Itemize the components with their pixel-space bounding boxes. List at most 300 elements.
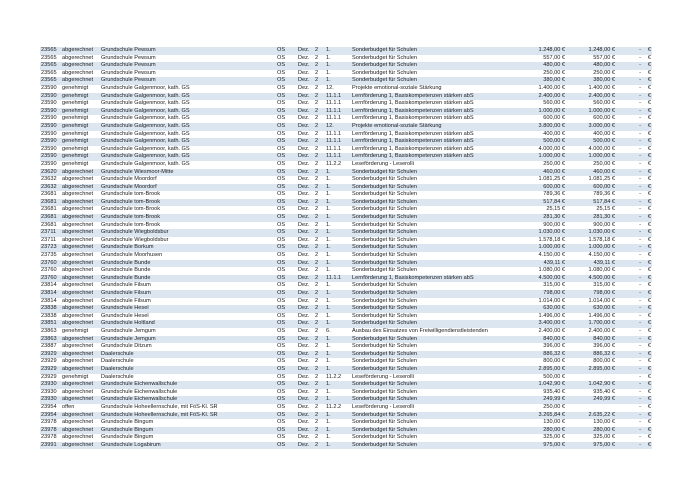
table-row (40, 351, 652, 359)
status-cell: abgerechnet (62, 236, 94, 243)
school-type-cell: OS (277, 365, 286, 372)
school-type-cell: OS (277, 343, 286, 350)
table-row (40, 70, 652, 78)
status-cell: abgerechnet (62, 206, 94, 213)
school-type-cell: OS (277, 92, 286, 99)
approved-amount-cell: 400,00 € (593, 130, 615, 137)
department-number-cell: 2 (315, 434, 319, 441)
school-type-cell: OS (277, 176, 286, 183)
currency-cell: € (647, 100, 651, 107)
department-number-cell: 2 (315, 259, 319, 266)
status-cell: abgerechnet (62, 365, 94, 372)
table-row (40, 123, 652, 131)
department-cell: Dez. (298, 77, 310, 84)
currency-cell: € (647, 107, 651, 114)
school-id-cell: 23929 (41, 350, 57, 357)
department-number-cell: 2 (315, 244, 319, 251)
department-number-cell: 2 (315, 267, 319, 274)
school-id-cell: 23723 (41, 244, 57, 251)
department-number-cell: 2 (315, 358, 319, 365)
school-id-cell: 23590 (41, 138, 57, 145)
program-name-cell: Sonderbudget für Schulen (352, 214, 417, 221)
school-type-cell: OS (277, 115, 286, 122)
department-number-cell: 2 (315, 107, 319, 114)
department-number-cell: 2 (315, 206, 319, 213)
program-code-cell: 1. (326, 77, 331, 84)
approved-amount-cell: 517,84 € (593, 198, 615, 205)
department-cell: Dez. (298, 138, 310, 145)
difference-cell: - (639, 373, 641, 380)
school-name-cell: Grundschule tom-Brook (101, 221, 161, 228)
department-cell: Dez. (298, 373, 310, 380)
program-code-cell: 1. (326, 183, 331, 190)
department-cell: Dez. (298, 214, 310, 221)
difference-cell: - (639, 381, 641, 388)
school-name-cell: Grundschule Bunde (101, 274, 151, 281)
status-cell: abgerechnet (62, 381, 94, 388)
approved-amount-cell: 1.400,00 € (588, 84, 615, 91)
school-id-cell: 23929 (41, 373, 57, 380)
school-name-cell: Grundschule tom-Brook (101, 191, 161, 198)
school-name-cell: Grundschule Pewsum (101, 62, 156, 69)
program-code-cell: 1. (326, 198, 331, 205)
school-id-cell: 23929 (41, 365, 57, 372)
difference-cell: - (639, 198, 641, 205)
requested-amount-cell: 315,00 € (543, 282, 565, 289)
school-id-cell: 23590 (41, 115, 57, 122)
table-row (40, 328, 652, 336)
table-row (40, 260, 652, 268)
school-name-cell: Grundschule Filsum (101, 282, 151, 289)
difference-cell: - (639, 267, 641, 274)
program-code-cell: 1. (326, 290, 331, 296)
school-id-cell: 23590 (41, 92, 57, 99)
difference-cell: - (639, 274, 641, 281)
program-name-cell: Sonderbudget für Schulen (352, 282, 417, 289)
program-name-cell: Lernförderung 1, Basiskompetenzen stärken abS (352, 153, 474, 160)
program-name-cell: Sonderbudget für Schulen (352, 396, 417, 403)
school-id-cell: 23954 (41, 403, 57, 410)
program-code-cell: 1. (326, 69, 331, 76)
table-row (40, 290, 652, 298)
requested-amount-cell: 560,00 € (543, 100, 565, 107)
approved-amount-cell: 900,00 € (593, 221, 615, 228)
table-row (40, 161, 652, 169)
program-name-cell: Sonderbudget für Schulen (352, 191, 417, 198)
requested-amount-cell: 600,00 € (543, 183, 565, 190)
department-cell: Dez. (298, 343, 310, 350)
program-name-cell: Ausbau des Einsatzes von Freiwilligendienstleistenden (352, 327, 488, 334)
department-cell: Dez. (298, 327, 310, 334)
program-name-cell: Sonderbudget für Schulen (352, 343, 417, 350)
school-name-cell: Daalerschule (101, 373, 134, 380)
school-type-cell: OS (277, 441, 286, 448)
department-number-cell: 2 (315, 198, 319, 205)
approved-amount-cell: 1.030,00 € (588, 229, 615, 236)
difference-cell: - (639, 176, 641, 183)
requested-amount-cell: 130,00 € (543, 419, 565, 426)
approved-amount-cell: 1.081,25 € (588, 176, 615, 183)
status-cell: abgerechnet (62, 198, 94, 205)
currency-cell: € (647, 297, 651, 304)
program-code-cell: 1. (326, 259, 331, 266)
school-id-cell: 23590 (41, 160, 57, 167)
school-type-cell: OS (277, 312, 286, 319)
program-name-cell: Projekte emotional-soziale Stärkung (352, 122, 442, 129)
approved-amount-cell: 886,32 € (593, 350, 615, 357)
program-name-cell: Sonderbudget für Schulen (352, 350, 417, 357)
requested-amount-cell: 4.500,00 € (538, 274, 565, 281)
program-code-cell: 1. (326, 229, 331, 236)
approved-amount-cell: 1.248,00 € (588, 47, 615, 53)
difference-cell: - (639, 130, 641, 137)
school-name-cell: Grundschule Galgenmoor, kath. GS (101, 100, 190, 107)
table-row (40, 138, 652, 146)
department-cell: Dez. (298, 176, 310, 183)
program-name-cell: Sonderbudget für Schulen (352, 381, 417, 388)
difference-cell: - (639, 388, 641, 395)
program-code-cell: 1. (326, 221, 331, 228)
difference-cell: - (639, 100, 641, 107)
school-name-cell: Grundschule Galgenmoor, kath. GS (101, 130, 190, 137)
status-cell: abgerechnet (62, 229, 94, 236)
school-id-cell: 23930 (41, 388, 57, 395)
department-number-cell: 2 (315, 138, 319, 145)
school-name-cell: Grundschule Borkum (101, 244, 154, 251)
department-number-cell: 2 (315, 312, 319, 319)
status-cell: genehmigt (62, 145, 89, 152)
currency-cell: € (647, 115, 651, 122)
program-code-cell: 12. (326, 84, 334, 91)
school-name-cell: Grundschule Galgenmoor, kath. GS (101, 153, 190, 160)
status-cell: abgerechnet (62, 221, 94, 228)
program-code-cell: 11.1.1 (326, 100, 342, 107)
department-cell: Dez. (298, 396, 310, 403)
difference-cell: - (639, 183, 641, 190)
approved-amount-cell: 1.578,18 € (588, 236, 615, 243)
difference-cell: - (639, 54, 641, 61)
school-type-cell: OS (277, 77, 286, 84)
currency-cell: € (647, 396, 651, 403)
program-code-cell: 1. (326, 343, 331, 350)
requested-amount-cell: 557,00 € (543, 54, 565, 61)
school-type-cell: OS (277, 100, 286, 107)
department-cell: Dez. (298, 419, 310, 426)
department-cell: Dez. (298, 69, 310, 76)
department-number-cell: 2 (315, 252, 319, 259)
currency-cell: € (647, 267, 651, 274)
requested-amount-cell: 280,00 € (543, 426, 565, 433)
program-name-cell: Sonderbudget für Schulen (352, 229, 417, 236)
program-code-cell: 11.1.1 (326, 138, 342, 145)
program-code-cell: 1. (326, 388, 331, 395)
requested-amount-cell: 1.578,18 € (538, 236, 565, 243)
requested-amount-cell: 1.000,00 € (538, 153, 565, 160)
difference-cell: - (639, 168, 641, 175)
program-name-cell: Sonderbudget für Schulen (352, 312, 417, 319)
approved-amount-cell: 325,00 € (593, 434, 615, 441)
requested-amount-cell: 630,00 € (543, 305, 565, 312)
table-row (40, 115, 652, 123)
program-name-cell: Leseförderung - Leserolli (352, 160, 414, 167)
difference-cell: - (639, 411, 641, 418)
school-id-cell: 23681 (41, 214, 57, 221)
currency-cell: € (647, 327, 651, 334)
requested-amount-cell: 2.400,00 € (538, 92, 565, 99)
department-number-cell: 2 (315, 92, 319, 99)
approved-amount-cell: 396,00 € (593, 343, 615, 350)
program-code-cell: 1. (326, 335, 331, 342)
approved-amount-cell: 460,00 € (593, 168, 615, 175)
table-row (40, 85, 652, 93)
school-id-cell: 23590 (41, 153, 57, 160)
currency-cell: € (647, 54, 651, 61)
department-cell: Dez. (298, 365, 310, 372)
school-name-cell: Grundschule Bingum (101, 426, 154, 433)
requested-amount-cell: 975,00 € (543, 441, 565, 448)
program-code-cell: 11.1.1 (326, 92, 342, 99)
department-number-cell: 2 (315, 373, 319, 380)
program-code-cell: 1. (326, 176, 331, 183)
table-row (40, 184, 652, 192)
department-cell: Dez. (298, 312, 310, 319)
school-name-cell: Grundschule Jemgum (101, 327, 156, 334)
department-number-cell: 2 (315, 221, 319, 228)
school-id-cell: 23851 (41, 320, 57, 327)
school-type-cell: OS (277, 388, 286, 395)
school-id-cell: 23760 (41, 267, 57, 274)
status-cell: abgerechnet (62, 274, 94, 281)
program-code-cell: 12. (326, 122, 334, 129)
difference-cell: - (639, 297, 641, 304)
program-code-cell: 1. (326, 312, 331, 319)
status-cell: genehmigt (62, 153, 89, 160)
approved-amount-cell: 557,00 € (593, 54, 615, 61)
approved-amount-cell: 1.700,00 € (588, 320, 615, 327)
school-type-cell: OS (277, 419, 286, 426)
requested-amount-cell: 25,15 € (546, 206, 565, 213)
department-number-cell: 2 (315, 84, 319, 91)
department-cell: Dez. (298, 305, 310, 312)
program-name-cell: Sonderbudget für Schulen (352, 290, 417, 296)
school-type-cell: OS (277, 107, 286, 114)
currency-cell: € (647, 358, 651, 365)
approved-amount-cell: 560,00 € (593, 100, 615, 107)
school-name-cell: Grundschule Galgenmoor, kath. GS (101, 138, 190, 145)
requested-amount-cell: 840,00 € (543, 335, 565, 342)
school-name-cell: Grundschule tom-Brook (101, 206, 161, 213)
requested-amount-cell: 1.080,00 € (538, 267, 565, 274)
approved-amount-cell: 630,00 € (593, 305, 615, 312)
program-code-cell: 1. (326, 168, 331, 175)
status-cell: abgerechnet (62, 176, 94, 183)
school-type-cell: OS (277, 434, 286, 441)
table-row (40, 404, 652, 412)
school-type-cell: OS (277, 236, 286, 243)
department-cell: Dez. (298, 441, 310, 448)
department-number-cell: 2 (315, 297, 319, 304)
school-id-cell: 23814 (41, 282, 57, 289)
difference-cell: - (639, 343, 641, 350)
school-type-cell: OS (277, 282, 286, 289)
approved-amount-cell: 1.080,00 € (588, 267, 615, 274)
program-name-cell: Sonderbudget für Schulen (352, 236, 417, 243)
currency-cell: € (647, 138, 651, 145)
approved-amount-cell: 280,00 € (593, 426, 615, 433)
currency-cell: € (647, 411, 651, 418)
program-code-cell: 6. (326, 327, 331, 334)
requested-amount-cell: 250,00 € (543, 403, 565, 410)
department-number-cell: 2 (315, 388, 319, 395)
table-row (40, 434, 652, 442)
table-row (40, 267, 652, 275)
table-row (40, 396, 652, 404)
program-code-cell: 1. (326, 365, 331, 372)
approved-amount-cell: 798,00 € (593, 290, 615, 296)
currency-cell: € (647, 198, 651, 205)
difference-cell: - (639, 229, 641, 236)
requested-amount-cell: 1.248,00 € (538, 47, 565, 53)
school-id-cell: 23711 (41, 236, 57, 243)
status-cell: abgerechnet (62, 191, 94, 198)
department-cell: Dez. (298, 153, 310, 160)
school-type-cell: OS (277, 350, 286, 357)
school-type-cell: OS (277, 259, 286, 266)
requested-amount-cell: 1.042,90 € (538, 381, 565, 388)
requested-amount-cell: 250,00 € (543, 160, 565, 167)
department-cell: Dez. (298, 130, 310, 137)
school-type-cell: OS (277, 168, 286, 175)
currency-cell: € (647, 176, 651, 183)
department-number-cell: 2 (315, 350, 319, 357)
requested-amount-cell: 460,00 € (543, 168, 565, 175)
status-cell: abgerechnet (62, 267, 94, 274)
approved-amount-cell: 3.000,00 € (588, 122, 615, 129)
school-name-cell: Grundschule Wiegboldsbur (101, 236, 169, 243)
status-cell: genehmigt (62, 122, 89, 129)
department-cell: Dez. (298, 434, 310, 441)
department-cell: Dez. (298, 47, 310, 53)
currency-cell: € (647, 335, 651, 342)
approved-amount-cell: 130,00 € (593, 419, 615, 426)
difference-cell: - (639, 206, 641, 213)
difference-cell: - (639, 62, 641, 69)
school-name-cell: Grundschule Galgenmoor, kath. GS (101, 122, 190, 129)
program-code-cell: 1. (326, 252, 331, 259)
difference-cell: - (639, 191, 641, 198)
program-code-cell: 1. (326, 236, 331, 243)
table-row (40, 222, 652, 230)
program-code-cell: 1. (326, 441, 331, 448)
school-type-cell: OS (277, 244, 286, 251)
currency-cell: € (647, 168, 651, 175)
approved-amount-cell: 2.895,00 € (588, 365, 615, 372)
status-cell: abgerechnet (62, 335, 94, 342)
currency-cell: € (647, 426, 651, 433)
school-type-cell: OS (277, 138, 286, 145)
status-cell: genehmigt (62, 138, 89, 145)
table-row (40, 282, 652, 290)
department-cell: Dez. (298, 267, 310, 274)
difference-cell: - (639, 396, 641, 403)
currency-cell: € (647, 214, 651, 221)
school-name-cell: Grundschule Moorhusen (101, 252, 163, 259)
program-code-cell: 1. (326, 358, 331, 365)
school-id-cell: 23681 (41, 221, 57, 228)
status-cell: abgerechnet (62, 47, 94, 53)
department-number-cell: 2 (315, 153, 319, 160)
school-type-cell: OS (277, 411, 286, 418)
school-type-cell: OS (277, 252, 286, 259)
department-number-cell: 2 (315, 176, 319, 183)
school-type-cell: OS (277, 290, 286, 296)
school-type-cell: OS (277, 358, 286, 365)
currency-cell: € (647, 388, 651, 395)
department-number-cell: 2 (315, 419, 319, 426)
program-name-cell: Sonderbudget für Schulen (352, 434, 417, 441)
requested-amount-cell: 480,00 € (543, 62, 565, 69)
status-cell: genehmigt (62, 327, 89, 334)
currency-cell: € (647, 206, 651, 213)
school-name-cell: Grundschule Pewsum (101, 77, 156, 84)
requested-amount-cell: 517,84 € (543, 198, 565, 205)
table-row (40, 336, 652, 344)
table-row (40, 381, 652, 389)
department-cell: Dez. (298, 145, 310, 152)
program-code-cell: 1. (326, 396, 331, 403)
school-type-cell: OS (277, 229, 286, 236)
school-name-cell: Grundschule Eichenwallschule (101, 381, 178, 388)
program-code-cell: 1. (326, 297, 331, 304)
status-cell: abgerechnet (62, 54, 94, 61)
status-cell: abgerechnet (62, 282, 94, 289)
department-number-cell: 2 (315, 236, 319, 243)
approved-amount-cell: 1.014,00 € (588, 297, 615, 304)
school-id-cell: 23760 (41, 274, 57, 281)
department-cell: Dez. (298, 221, 310, 228)
requested-amount-cell: 500,00 € (543, 373, 565, 380)
school-id-cell: 23681 (41, 191, 57, 198)
approved-amount-cell: 480,00 € (593, 62, 615, 69)
school-type-cell: OS (277, 396, 286, 403)
program-code-cell: 1. (326, 350, 331, 357)
program-code-cell: 1. (326, 426, 331, 433)
requested-amount-cell: 1.000,00 € (538, 244, 565, 251)
table-row (40, 244, 652, 252)
requested-amount-cell: 789,36 € (543, 191, 565, 198)
currency-cell: € (647, 183, 651, 190)
school-id-cell: 23760 (41, 259, 57, 266)
school-name-cell: Grundschule Wiesmoor-Mitte (101, 168, 174, 175)
table-row (40, 343, 652, 351)
currency-cell: € (647, 92, 651, 99)
program-code-cell: 1. (326, 47, 331, 53)
difference-cell: - (639, 365, 641, 372)
school-id-cell: 23590 (41, 100, 57, 107)
difference-cell: - (639, 312, 641, 319)
school-name-cell: Grundschule Ditzum (101, 343, 152, 350)
funding-table (40, 47, 652, 449)
department-cell: Dez. (298, 381, 310, 388)
school-id-cell: 23711 (41, 229, 57, 236)
program-name-cell: Sonderbudget für Schulen (352, 335, 417, 342)
school-id-cell: 23681 (41, 206, 57, 213)
currency-cell: € (647, 365, 651, 372)
currency-cell: € (647, 229, 651, 236)
status-cell: abgerechnet (62, 396, 94, 403)
approved-amount-cell: 1.496,00 € (588, 312, 615, 319)
department-number-cell: 2 (315, 426, 319, 433)
